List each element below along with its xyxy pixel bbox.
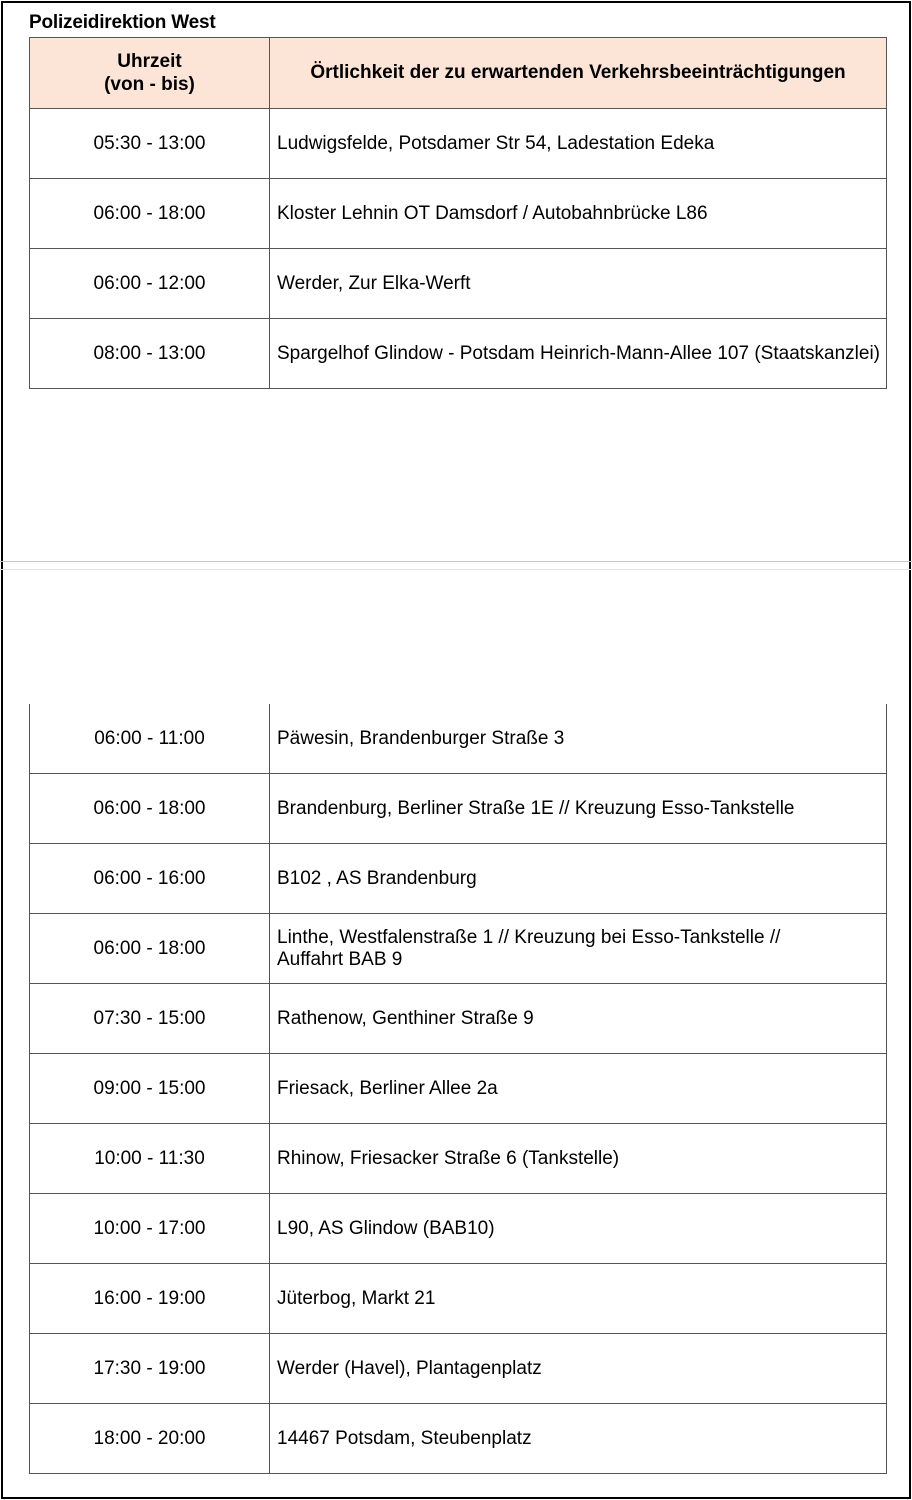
table-row xyxy=(30,1054,887,1124)
time-cell: 17:30 - 19:00 xyxy=(30,1334,270,1404)
table-row xyxy=(30,109,887,179)
header-location: Örtlichkeit der zu erwartenden Verkehrsbeeinträchtigungen xyxy=(270,38,887,109)
location-cell: Werder (Havel), Plantagenplatz xyxy=(270,1334,887,1404)
location-cell: B102 , AS Brandenburg xyxy=(270,844,887,914)
section-title: Polizeidirektion West xyxy=(29,12,216,33)
time-cell: 09:00 - 15:00 xyxy=(30,1054,270,1124)
location-cell: L90, AS Glindow (BAB10) xyxy=(270,1194,887,1264)
location-cell: Päwesin, Brandenburger Straße 3 xyxy=(270,704,887,774)
table-row xyxy=(30,1404,887,1474)
time-cell: 05:30 - 13:00 xyxy=(30,109,270,179)
table-row xyxy=(30,249,887,319)
time-cell: 06:00 - 18:00 xyxy=(30,179,270,249)
table-header-row xyxy=(30,38,887,109)
time-cell: 10:00 - 17:00 xyxy=(30,1194,270,1264)
page-break-divider xyxy=(0,569,912,570)
time-cell: 08:00 - 13:00 xyxy=(30,319,270,389)
time-cell: 18:00 - 20:00 xyxy=(30,1404,270,1474)
location-cell: 14467 Potsdam, Steubenplatz xyxy=(270,1404,887,1474)
location-cell: Jüterbog, Markt 21 xyxy=(270,1264,887,1334)
location-cell: Brandenburg, Berliner Straße 1E // Kreuzung Esso-Tankstelle xyxy=(270,774,887,844)
table-row xyxy=(30,1194,887,1264)
header-time xyxy=(30,38,270,109)
location-cell: Rhinow, Friesacker Straße 6 (Tankstelle) xyxy=(270,1124,887,1194)
table-row xyxy=(30,844,887,914)
location-cell: Kloster Lehnin OT Damsdorf / Autobahnbrücke L86 xyxy=(270,179,887,249)
location-cell: Spargelhof Glindow - Potsdam Heinrich-Mann-Allee 107 (Staatskanzlei) xyxy=(270,319,887,389)
location-cell: Rathenow, Genthiner Straße 9 xyxy=(270,984,887,1054)
location-cell: Ludwigsfelde, Potsdamer Str 54, Ladestation Edeka xyxy=(270,109,887,179)
time-cell: 16:00 - 19:00 xyxy=(30,1264,270,1334)
header-time-line2: (von - bis) xyxy=(104,74,195,95)
time-cell: 06:00 - 12:00 xyxy=(30,249,270,319)
time-cell: 10:00 - 11:30 xyxy=(30,1124,270,1194)
time-cell: 06:00 - 18:00 xyxy=(30,774,270,844)
time-cell: 07:30 - 15:00 xyxy=(30,984,270,1054)
table-row xyxy=(30,984,887,1054)
page-break-divider xyxy=(0,561,912,562)
time-cell: 06:00 - 18:00 xyxy=(30,914,270,984)
location-cell: Werder, Zur Elka-Werft xyxy=(270,249,887,319)
table-row xyxy=(30,319,887,389)
table-row xyxy=(30,179,887,249)
location-cell xyxy=(270,914,887,984)
table-row xyxy=(30,1124,887,1194)
schedule-table-bottom xyxy=(29,704,887,1474)
location-cell: Friesack, Berliner Allee 2a xyxy=(270,1054,887,1124)
schedule-table-top xyxy=(29,37,887,389)
time-cell: 06:00 - 16:00 xyxy=(30,844,270,914)
table-row xyxy=(30,1264,887,1334)
location-line: Auffahrt BAB 9 xyxy=(277,948,403,970)
table-row xyxy=(30,774,887,844)
table-row xyxy=(30,1334,887,1404)
table-row xyxy=(30,914,887,984)
location-line: Linthe, Westfalenstraße 1 // Kreuzung bei Esso-Tankstelle // xyxy=(277,926,781,948)
header-time-line1: Uhrzeit xyxy=(117,51,182,72)
table-row xyxy=(30,704,887,774)
time-cell: 06:00 - 11:00 xyxy=(30,704,270,774)
